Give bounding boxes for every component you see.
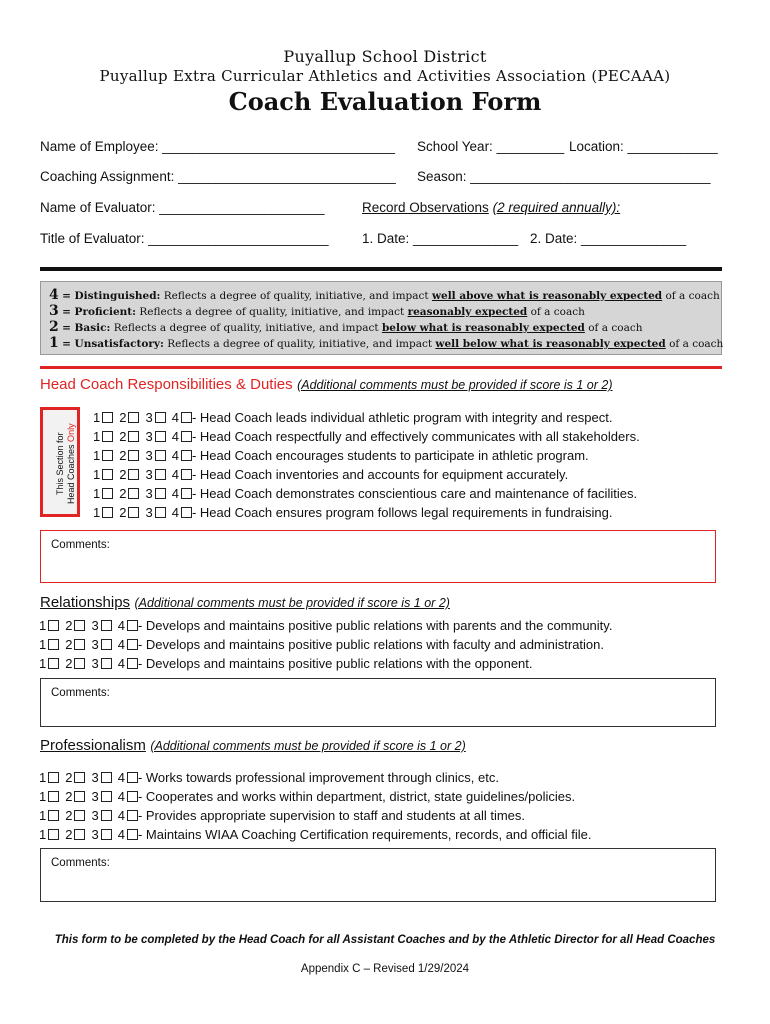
association-name: Puyallup Extra Curricular Athletics and Activities Association (PECAAA)	[99, 67, 671, 85]
score-number: 1	[93, 486, 101, 501]
rating-row	[39, 637, 604, 652]
rating-row	[39, 808, 525, 823]
score-number: 3	[145, 429, 153, 444]
score-checkbox[interactable]	[74, 772, 85, 783]
legend-num: 3	[49, 303, 59, 319]
score-checkbox[interactable]	[48, 620, 59, 631]
school-year-field[interactable]: School Year: _________	[417, 139, 565, 154]
criterion-text: - Head Coach demonstrates conscientious care and maintenance of facilities.	[191, 486, 638, 501]
score-checkbox[interactable]	[101, 810, 112, 821]
score-number: 3	[145, 505, 153, 520]
score-number: 4	[117, 618, 125, 633]
score-number: 1	[39, 656, 47, 671]
score-checkbox[interactable]	[155, 431, 166, 442]
score-number: 2	[65, 637, 73, 652]
score-checkbox[interactable]	[102, 488, 113, 499]
professionalism-title: Professionalism	[40, 737, 146, 754]
score-number: 4	[171, 410, 179, 425]
score-checkbox[interactable]	[48, 791, 59, 802]
legend-desc: Reflects a degree of quality, initiative, and impact	[139, 306, 405, 318]
score-number: 1	[93, 410, 101, 425]
side-label-only: Only	[66, 423, 76, 442]
score-number: 4	[117, 770, 125, 785]
footer-revision: Appendix C – Revised 1/29/2024	[300, 963, 470, 975]
score-checkbox[interactable]	[127, 791, 138, 802]
score-checkbox[interactable]	[48, 772, 59, 783]
criterion-text: - Head Coach leads individual athletic program with integrity and respect.	[191, 410, 613, 425]
rating-row	[39, 827, 591, 842]
score-checkbox[interactable]	[181, 469, 192, 480]
observations-label: Record Observations	[362, 200, 489, 215]
relationships-comments-box[interactable]	[40, 678, 716, 727]
score-checkbox[interactable]	[101, 620, 112, 631]
relationships-title: Relationships	[40, 594, 131, 611]
score-number: 4	[171, 448, 179, 463]
rating-row	[93, 410, 613, 425]
criterion-text: - Head Coach ensures program follows legal requirements in fundraising.	[191, 505, 613, 520]
score-checkbox[interactable]	[181, 450, 192, 461]
observations-note: (2 required annually):	[492, 200, 621, 215]
professionalism-note: (Additional comments must be provided if score is 1 or 2)	[150, 739, 466, 753]
score-checkbox[interactable]	[101, 829, 112, 840]
score-checkbox[interactable]	[74, 658, 85, 669]
legend-emph: reasonably expected	[407, 306, 528, 318]
score-number: 3	[145, 486, 153, 501]
score-checkbox[interactable]	[155, 412, 166, 423]
score-checkbox[interactable]	[102, 469, 113, 480]
score-checkbox[interactable]	[128, 469, 139, 480]
score-number: 3	[91, 808, 99, 823]
score-number: 2	[65, 808, 73, 823]
form-title: Coach Evaluation Form	[228, 87, 542, 116]
score-checkbox[interactable]	[127, 658, 138, 669]
score-number: 2	[119, 448, 127, 463]
score-checkbox[interactable]	[74, 620, 85, 631]
rating-row	[93, 467, 568, 482]
criterion-text: - Provides appropriate supervision to staff and students at all times.	[137, 808, 526, 823]
score-number: 3	[91, 827, 99, 842]
score-number: 2	[119, 429, 127, 444]
rating-row	[39, 789, 575, 804]
score-checkbox[interactable]	[181, 507, 192, 518]
head-coach-title: Head Coach Responsibilities & Duties	[40, 376, 293, 393]
score-checkbox[interactable]	[127, 620, 138, 631]
legend-post: of a coach	[588, 322, 643, 334]
criterion-text: - Develops and maintains positive public relations with parents and the community.	[137, 618, 613, 633]
score-checkbox[interactable]	[181, 412, 192, 423]
head-coach-comments-box[interactable]	[40, 530, 716, 583]
head-coach-only-badge	[40, 407, 80, 517]
score-checkbox[interactable]	[74, 639, 85, 650]
criterion-text: - Maintains WIAA Coaching Certification requirements, records, and official file.	[137, 827, 592, 842]
score-number: 3	[91, 618, 99, 633]
observations-heading	[362, 200, 620, 215]
evaluator-name-field[interactable]: Name of Evaluator: ______________________	[40, 200, 325, 215]
legend-desc: Reflects a degree of quality, initiative, and impact	[163, 290, 429, 302]
rating-row	[93, 486, 637, 501]
head-coach-heading	[40, 376, 613, 394]
score-checkbox[interactable]	[155, 488, 166, 499]
score-checkbox[interactable]	[48, 829, 59, 840]
score-checkbox[interactable]	[102, 412, 113, 423]
score-number: 2	[65, 656, 73, 671]
score-checkbox[interactable]	[74, 810, 85, 821]
rating-row	[93, 429, 640, 444]
score-number: 4	[171, 486, 179, 501]
score-checkbox[interactable]	[128, 507, 139, 518]
score-checkbox[interactable]	[128, 488, 139, 499]
score-number: 1	[93, 505, 101, 520]
criterion-text: - Cooperates and works within department, district, state guidelines/policies.	[137, 789, 576, 804]
score-number: 2	[65, 618, 73, 633]
score-checkbox[interactable]	[48, 658, 59, 669]
header-divider	[40, 267, 722, 271]
criterion-text: - Head Coach respectfully and effectively communicates with all stakeholders.	[191, 429, 640, 444]
rating-row	[93, 448, 589, 463]
score-checkbox[interactable]	[181, 488, 192, 499]
legend-row-1	[49, 335, 723, 351]
legend-num: 1	[49, 335, 59, 351]
score-number: 3	[145, 410, 153, 425]
criterion-text: - Develops and maintains positive public relations with the opponent.	[137, 656, 533, 671]
rating-row	[39, 770, 499, 785]
score-number: 4	[117, 656, 125, 671]
legend-row-2	[49, 319, 642, 335]
coaching-assignment-field[interactable]: Coaching Assignment: _____________________________	[40, 169, 396, 184]
comments-label: Comments:	[51, 539, 110, 551]
score-number: 2	[119, 505, 127, 520]
score-number: 4	[171, 467, 179, 482]
score-checkbox[interactable]	[74, 791, 85, 802]
score-checkbox[interactable]	[74, 829, 85, 840]
score-number: 4	[117, 808, 125, 823]
evaluator-title-field[interactable]: Title of Evaluator: ________________________	[40, 231, 329, 246]
score-number: 1	[39, 827, 47, 842]
score-number: 3	[91, 656, 99, 671]
season-field[interactable]: Season: ________________________________	[417, 169, 711, 184]
score-checkbox[interactable]	[48, 639, 59, 650]
legend-name: = Unsatisfactory:	[62, 338, 164, 350]
criterion-text: - Develops and maintains positive public relations with faculty and administration.	[137, 637, 605, 652]
comments-label: Comments:	[51, 857, 110, 869]
score-number: 1	[39, 789, 47, 804]
legend-row-3	[49, 303, 585, 319]
score-number: 1	[93, 448, 101, 463]
score-number: 2	[119, 467, 127, 482]
score-checkbox[interactable]	[128, 412, 139, 423]
head-coach-divider	[40, 366, 722, 369]
side-label-line1: This Section for	[55, 432, 65, 495]
observation-date-1[interactable]: 1. Date: ______________	[362, 231, 519, 246]
legend-post: of a coach	[665, 290, 720, 302]
score-checkbox[interactable]	[48, 810, 59, 821]
score-checkbox[interactable]	[155, 469, 166, 480]
score-number: 3	[91, 770, 99, 785]
score-checkbox[interactable]	[101, 772, 112, 783]
criterion-text: - Head Coach encourages students to participate in athletic program.	[191, 448, 589, 463]
score-checkbox[interactable]	[128, 431, 139, 442]
score-number: 4	[171, 505, 179, 520]
legend-emph: below what is reasonably expected	[381, 322, 585, 334]
score-number: 4	[117, 789, 125, 804]
score-checkbox[interactable]	[127, 810, 138, 821]
side-label-line2	[66, 423, 77, 504]
score-checkbox[interactable]	[102, 450, 113, 461]
score-checkbox[interactable]	[127, 639, 138, 650]
score-checkbox[interactable]	[181, 431, 192, 442]
score-checkbox[interactable]	[102, 507, 113, 518]
score-number: 2	[119, 410, 127, 425]
score-number: 1	[93, 467, 101, 482]
legend-num: 4	[49, 287, 59, 303]
criterion-text: - Works towards professional improvement through clinics, etc.	[137, 770, 499, 785]
legend-desc: Reflects a degree of quality, initiative, and impact	[113, 322, 379, 334]
professionalism-heading	[40, 737, 466, 755]
score-number: 1	[39, 808, 47, 823]
rating-row	[39, 618, 612, 633]
score-number: 1	[39, 618, 47, 633]
score-number: 2	[65, 827, 73, 842]
score-checkbox[interactable]	[101, 639, 112, 650]
score-checkbox[interactable]	[101, 791, 112, 802]
score-checkbox[interactable]	[101, 658, 112, 669]
legend-post: of a coach	[530, 306, 585, 318]
comments-label: Comments:	[51, 687, 110, 699]
legend-name: = Distinguished:	[62, 290, 161, 302]
legend-emph: well above what is reasonably expected	[431, 290, 663, 302]
score-checkbox[interactable]	[128, 450, 139, 461]
score-number: 2	[65, 770, 73, 785]
head-coach-only-label	[55, 423, 77, 504]
employee-name-field[interactable]: Name of Employee: _______________________________	[40, 139, 396, 154]
professionalism-comments-box[interactable]	[40, 848, 716, 902]
rating-row	[39, 656, 533, 671]
location-field[interactable]: Location: ____________	[569, 139, 718, 154]
score-checkbox[interactable]	[127, 772, 138, 783]
score-number: 4	[171, 429, 179, 444]
legend-row-4	[49, 287, 720, 303]
score-number: 4	[117, 637, 125, 652]
score-checkbox[interactable]	[155, 450, 166, 461]
legend-num: 2	[49, 319, 59, 335]
criterion-text: - Head Coach inventories and accounts for equipment accurately.	[191, 467, 569, 482]
score-number: 4	[117, 827, 125, 842]
legend-name: = Proficient:	[62, 306, 137, 318]
relationships-heading	[40, 594, 450, 612]
rating-legend	[40, 281, 722, 355]
score-number: 2	[119, 486, 127, 501]
score-checkbox[interactable]	[155, 507, 166, 518]
legend-post: of a coach	[669, 338, 724, 350]
score-number: 3	[145, 467, 153, 482]
score-number: 3	[91, 789, 99, 804]
score-number: 1	[93, 429, 101, 444]
head-coach-note: (Additional comments must be provided if score is 1 or 2)	[297, 378, 613, 392]
score-number: 3	[145, 448, 153, 463]
score-number: 1	[39, 770, 47, 785]
footer-instruction: This form to be completed by the Head Coach for all Assistant Coaches and by the Athletic Director for all Head Coaches	[54, 934, 716, 946]
side-label-head-coaches: Head Coaches	[66, 444, 76, 504]
district-name: Puyallup School District	[283, 47, 487, 66]
rating-row	[93, 505, 612, 520]
score-number: 1	[39, 637, 47, 652]
legend-name: = Basic:	[62, 322, 111, 334]
score-number: 2	[65, 789, 73, 804]
score-number: 3	[91, 637, 99, 652]
legend-desc: Reflects a degree of quality, initiative, and impact	[167, 338, 433, 350]
score-checkbox[interactable]	[102, 431, 113, 442]
legend-emph: well below what is reasonably expected	[435, 338, 666, 350]
relationships-note: (Additional comments must be provided if score is 1 or 2)	[134, 596, 450, 610]
score-checkbox[interactable]	[127, 829, 138, 840]
observation-date-2[interactable]: 2. Date: ______________	[530, 231, 687, 246]
